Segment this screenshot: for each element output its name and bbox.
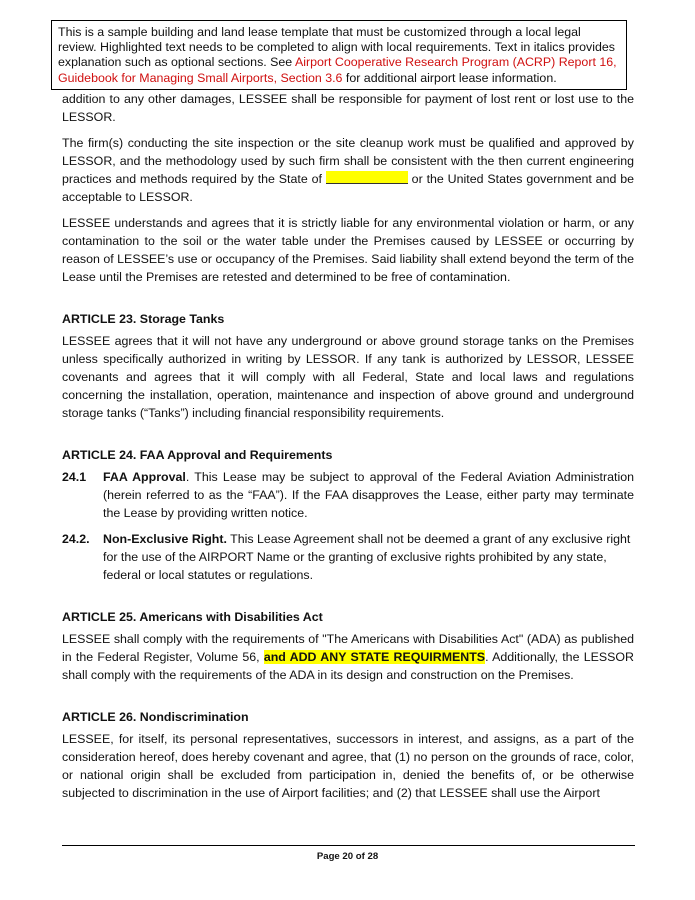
section-body: This Lease Agreement shall not be deemed a grant of any exclusive right for the use of the AIRPORT Name or the granting of exclusive rights prohibited by any state, federal or local statutes or regulations.: [103, 532, 631, 582]
section-title: FAA Approval: [103, 470, 186, 484]
paragraph-liability: LESSEE understands and agrees that it is strictly liable for any environmental violation or harm, or any contamination to the soil or the water table under the Premises caused by LESSEE or occurring by reason of LESSEE’s use or occupancy of the Premises. Said liability shall extend beyond the term of the Lease until the Premises are retested and determined to be free of contamination.: [62, 216, 634, 284]
state-name-blank[interactable]: [326, 171, 408, 184]
section-24-1: [62, 468, 634, 522]
section-body: . This Lease may be subject to approval of the Federal Aviation Administration (herein referred to as the “FAA”). If the FAA disapproves the Lease, either party may terminate the Lease by providing written notice.: [103, 470, 634, 520]
notice-text-end: for additional airport lease information.: [342, 70, 557, 85]
section-text: [103, 530, 634, 584]
paragraph-text: LESSEE shall comply with the requirements of "The Americans with Disabilities Act" (ADA) as published in the Federal Register, Volume 56,: [62, 632, 634, 664]
footer-divider: [62, 845, 635, 846]
section-number: 24.1: [62, 470, 87, 484]
acrp-report-link[interactable]: Airport Cooperative Research Program (ACRP) Report 16, Guidebook for Managing Small Airports, Section 3.6: [58, 55, 617, 85]
notice-text: This is a sample building and land lease template that must be customized through a local legal review. Highlighted text needs to be completed to align with local requirements. Text in italics provides explanation such as optional sections. See: [58, 25, 615, 70]
paragraph-site-inspection: [62, 134, 634, 206]
document-body: [62, 90, 634, 810]
article-23-body: LESSEE agrees that it will not have any underground or above ground storage tanks on the Premises unless specifically authorized in writing by LESSOR. If any tank is authorized by LESSOR, LESSEE covenants and agrees that it will comply with all Federal, State and local laws and regulations concerning the installation, operation, maintenance and inspection of above ground and underground storage tanks (“Tanks”) including financial responsibility requirements.: [62, 334, 634, 420]
page-number: Page 20 of 28: [316, 851, 379, 862]
template-notice-box: [51, 20, 627, 90]
paragraph-text: The firm(s) conducting the site inspection or the site cleanup work must be qualified and approved by LESSOR, and the methodology used by such firm shall be consistent with the then current engineering practices and methods required by the State of: [62, 136, 634, 186]
section-text: [103, 468, 634, 522]
paragraph-text: or the United States government and be acceptable to LESSOR.: [62, 172, 635, 204]
article-25-heading: ARTICLE 25. Americans with Disabilities Act: [62, 610, 323, 624]
paragraph-text: . Additionally, the LESSOR shall comply with the requirements of the ADA in its design and construction on the Premises.: [62, 650, 634, 682]
paragraph-lost-rent: addition to any other damages, LESSEE shall be responsible for payment of lost rent or lost use to the LESSOR.: [62, 92, 634, 124]
section-title: Non-Exclusive Right.: [103, 532, 227, 546]
section-24-2: [62, 530, 634, 584]
article-23-heading: ARTICLE 23. Storage Tanks: [62, 312, 225, 326]
article-25-body: [62, 630, 634, 684]
article-24-heading: ARTICLE 24. FAA Approval and Requirements: [62, 448, 333, 462]
section-number: 24.2.: [62, 532, 90, 546]
article-26-heading: ARTICLE 26. Nondiscrimination: [62, 710, 249, 724]
article-26-body: LESSEE, for itself, its personal representatives, successors in interest, and assigns, as a part of the consideration hereof, does hereby covenant and agree, that (1) no person on the grounds of race, color, or national origin shall be excluded from participation in, denied the benefits of, or be otherwise subjected to discrimination in the use of Airport facilities; and (2) that LESSEE shall use the Airport: [62, 732, 634, 800]
state-requirements-highlight: and ADD ANY STATE REQUIRMENTS: [263, 650, 486, 664]
